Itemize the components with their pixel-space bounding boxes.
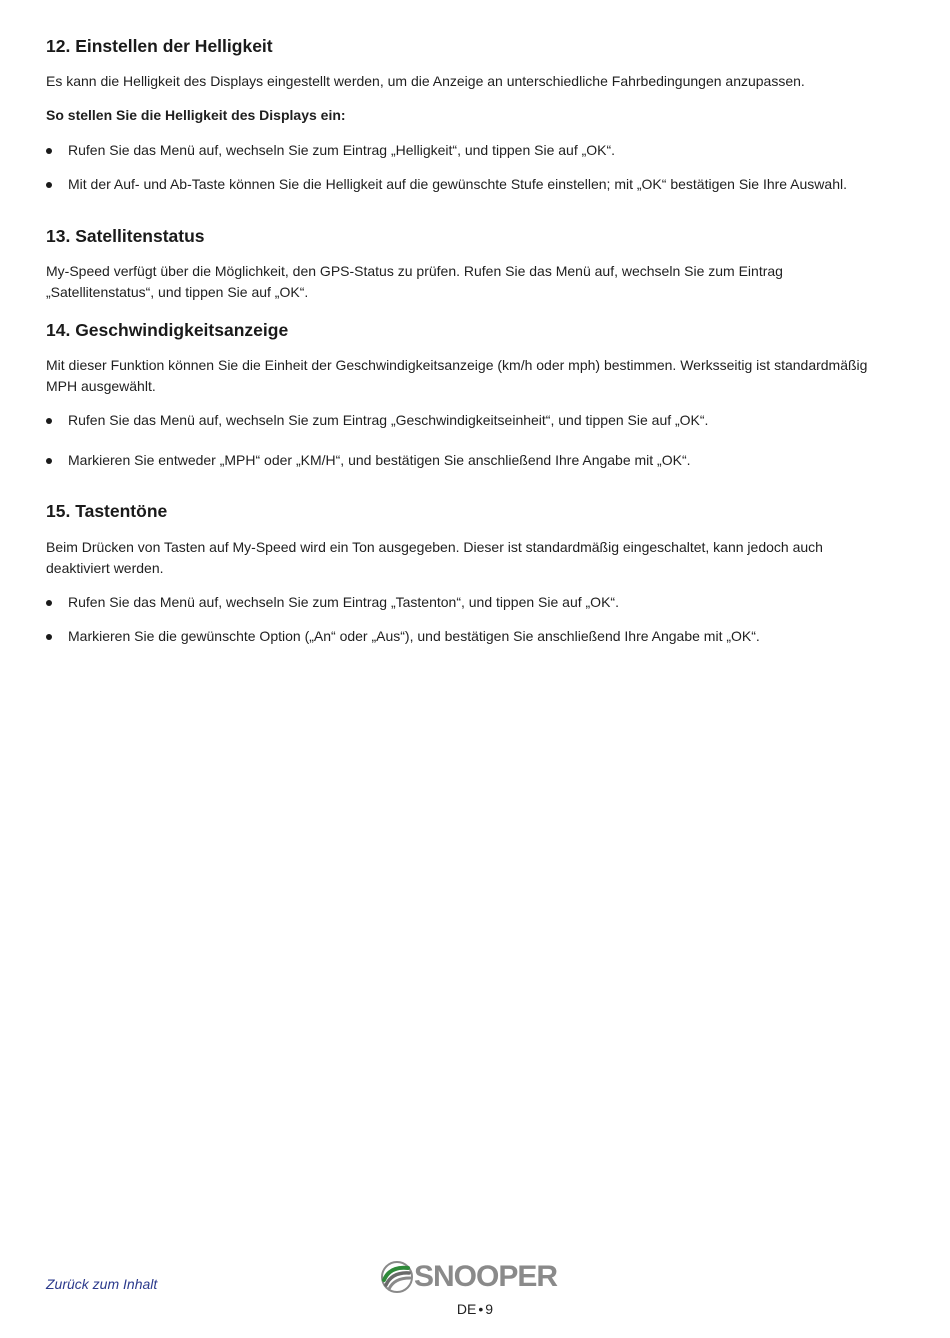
list-item-text: Markieren Sie entweder „MPH“ oder „KM/H“, und bestätigen Sie anschließend Ihre Angabe mit „OK“. <box>68 452 691 468</box>
list-item-text: Rufen Sie das Menü auf, wechseln Sie zum Eintrag „Helligkeit“, und tippen Sie auf „OK“. <box>68 142 616 158</box>
section-13-title: 13. Satellitenstatus <box>46 226 205 246</box>
bullet-icon <box>46 600 52 606</box>
section-15-title: 15. Tastentöne <box>46 501 168 521</box>
bullet-icon <box>46 418 52 424</box>
page-separator: • <box>478 1301 484 1317</box>
back-to-contents-link[interactable]: Zurück zum Inhalt <box>46 1276 158 1292</box>
list-item-text: Mit der Auf- und Ab-Taste können Sie die Helligkeit auf die gewünschte Stufe einstellen; mit „OK“ bestätigen Sie Ihre Auswahl. <box>68 176 847 192</box>
section-12-intro: Es kann die Helligkeit des Displays eingestellt werden, um die Anzeige an unterschiedliche Fahrbedingungen anzupassen. <box>46 73 805 89</box>
bullet-icon <box>46 182 52 188</box>
bullet-icon <box>46 148 52 154</box>
section-14-title: 14. Geschwindigkeitsanzeige <box>46 320 289 340</box>
section-13-intro-line2: „Satellitenstatus“, und tippen Sie auf „OK“. <box>46 284 309 300</box>
bullet-icon <box>46 634 52 640</box>
section-14-intro-line2: MPH ausgewählt. <box>46 378 156 394</box>
logo-wordmark: SNOOPER <box>414 1260 558 1293</box>
section-14-intro-line1: Mit dieser Funktion können Sie die Einheit der Geschwindigkeitsanzeige (km/h oder mph) bestimmen. Werksseitig ist standardmäßig <box>46 357 868 373</box>
bullet-icon <box>46 458 52 464</box>
snooper-logo-icon <box>380 1260 414 1294</box>
list-item-text: Rufen Sie das Menü auf, wechseln Sie zum Eintrag „Geschwindigkeitseinheit“, und tippen Sie auf „OK“. <box>68 412 709 428</box>
section-12-title: 12. Einstellen der Helligkeit <box>46 36 273 56</box>
page-number-value: 9 <box>485 1301 494 1317</box>
list-item-text: Markieren Sie die gewünschte Option („An“ oder „Aus“), und bestätigen Sie anschließend Ihre Angabe mit „OK“. <box>68 628 760 644</box>
section-12-subheading: So stellen Sie die Helligkeit des Displays ein: <box>46 107 346 123</box>
page-number <box>0 1301 950 1317</box>
snooper-logo <box>380 1260 570 1294</box>
section-13-intro-line1: My-Speed verfügt über die Möglichkeit, den GPS-Status zu prüfen. Rufen Sie das Menü auf, wechseln Sie zum Eintrag <box>46 263 783 279</box>
list-item-text: Rufen Sie das Menü auf, wechseln Sie zum Eintrag „Tastenton“, und tippen Sie auf „OK“. <box>68 594 619 610</box>
page-lang: DE <box>456 1301 477 1317</box>
section-15-intro-line1: Beim Drücken von Tasten auf My-Speed wird ein Ton ausgegeben. Dieser ist standardmäßig eingeschaltet, kann jedoch auch <box>46 539 823 555</box>
section-15-intro-line2: deaktiviert werden. <box>46 560 164 576</box>
